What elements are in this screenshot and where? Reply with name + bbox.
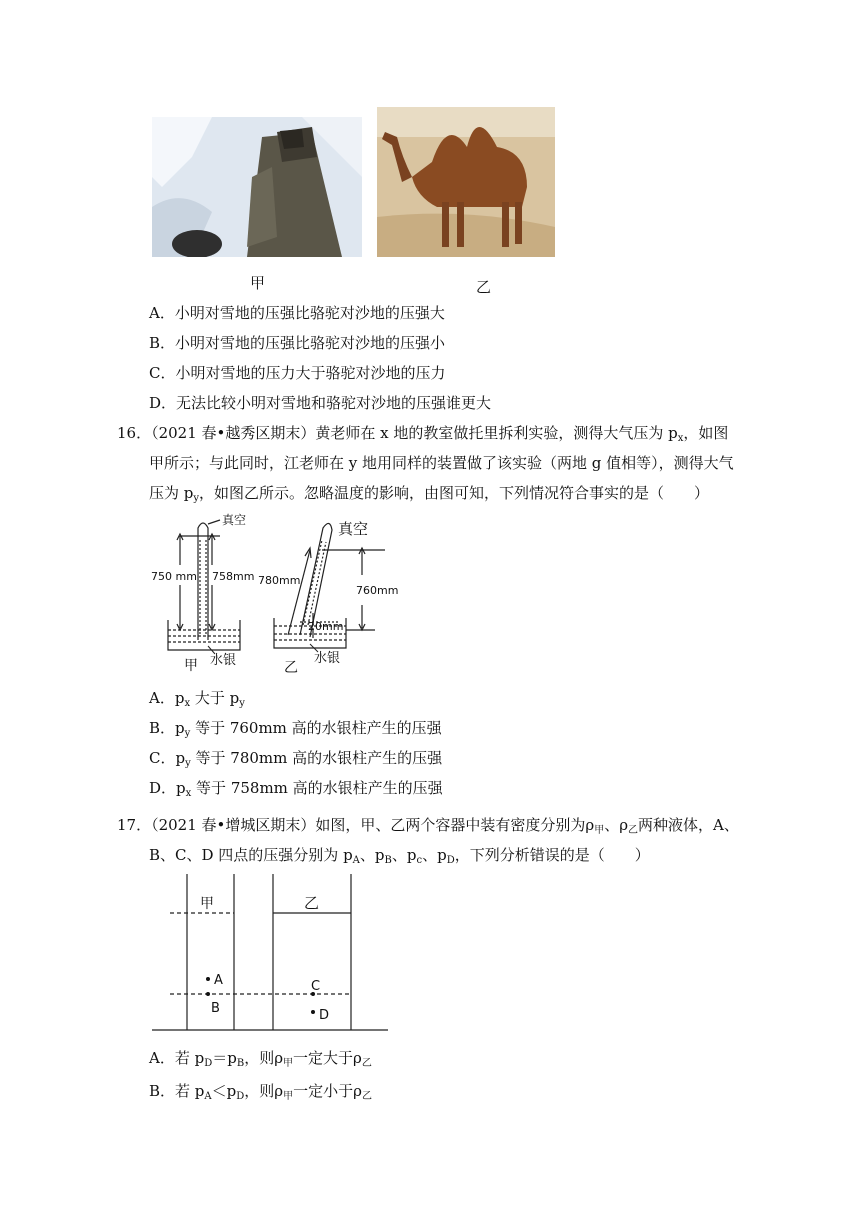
point-b-label: B	[211, 1001, 220, 1016]
jia-750-label: 750 mm	[151, 570, 197, 583]
camel-desert-photo	[377, 107, 555, 257]
q16-stem-line3: 压为 $p_y$，如图乙所示。忽略温度的影响，由图可知，下列情况符合事实的是（ ）	[149, 484, 710, 504]
q16-option-a: A．$p_x$ 大于 $p_y$	[149, 689, 245, 709]
jia-mercury-label: 水银	[210, 653, 237, 668]
point-a-label: A	[214, 973, 223, 988]
yi-780-label: 780mm	[258, 574, 301, 587]
q15-option-d: D．无法比较小明对雪地和骆驼对沙地的压强谁更大	[149, 394, 492, 412]
jia-label: 甲	[184, 658, 198, 674]
yi-20mm-label: 20mm	[308, 620, 344, 633]
q16-option-b: B．$p_y$ 等于 760mm 高的水银柱产生的压强	[149, 719, 442, 739]
snow-footprint-photo	[152, 117, 362, 257]
q15-option-c: C．小明对雪地的压力大于骆驼对沙地的压力	[149, 364, 446, 382]
torricelli-figure	[150, 510, 400, 680]
label-yi: 乙	[304, 894, 320, 912]
jia-vacuum-label: 真空	[222, 513, 247, 527]
photo-label-yi: 乙	[476, 278, 492, 296]
q15-option-b: B．小明对雪地的压强比骆驼对沙地的压强小	[149, 334, 446, 352]
q16-stem-line1: 16．（2021 春•越秀区期末）黄老师在 x 地的教室做托里拆利实验，测得大气压为 $p_x$，如图	[117, 424, 729, 444]
photo-label-jia: 甲	[250, 274, 266, 292]
q17-stem-line2: B、C、D 四点的压强分别为 $p_A$、$p_B$、$p_c$、$p_D$，下列分析错误的是（ ）	[149, 846, 650, 866]
q17-stem-line1: 17．（2021 春•增城区期末）如图，甲、乙两个容器中装有密度分别为$\rho_甲$、$\rho_乙$两种液体，A、	[117, 816, 739, 836]
q17-option-b: B．若 $p_A<p_D$，则$\rho_甲$一定小于$\rho_乙$	[149, 1082, 372, 1102]
containers-figure	[150, 872, 390, 1037]
yi-label: 乙	[284, 660, 298, 676]
point-d-label: D	[319, 1008, 330, 1023]
yi-vacuum-label: 真空	[338, 520, 369, 538]
point-c-label: C	[311, 979, 321, 994]
q16-option-c: C．$p_y$ 等于 780mm 高的水银柱产生的压强	[149, 749, 443, 769]
label-jia: 甲	[200, 896, 214, 912]
jia-758-label: 758mm	[212, 570, 255, 583]
q17-option-a: A．若 $p_D=p_B$，则$\rho_甲$一定大于$\rho_乙$	[149, 1049, 372, 1069]
yi-760-label: 760mm	[356, 584, 399, 597]
q16-stem-line2: 甲所示；与此同时，江老师在 y 地用同样的装置做了该实验（两地 g 值相等），测得大气	[149, 454, 734, 472]
yi-mercury-label: 水银	[314, 651, 341, 666]
q15-option-a: A．小明对雪地的压强比骆驼对沙地的压强大	[149, 304, 445, 322]
jia-apparatus	[168, 520, 240, 650]
q16-option-d: D．$p_x$ 等于 758mm 高的水银柱产生的压强	[149, 779, 443, 799]
